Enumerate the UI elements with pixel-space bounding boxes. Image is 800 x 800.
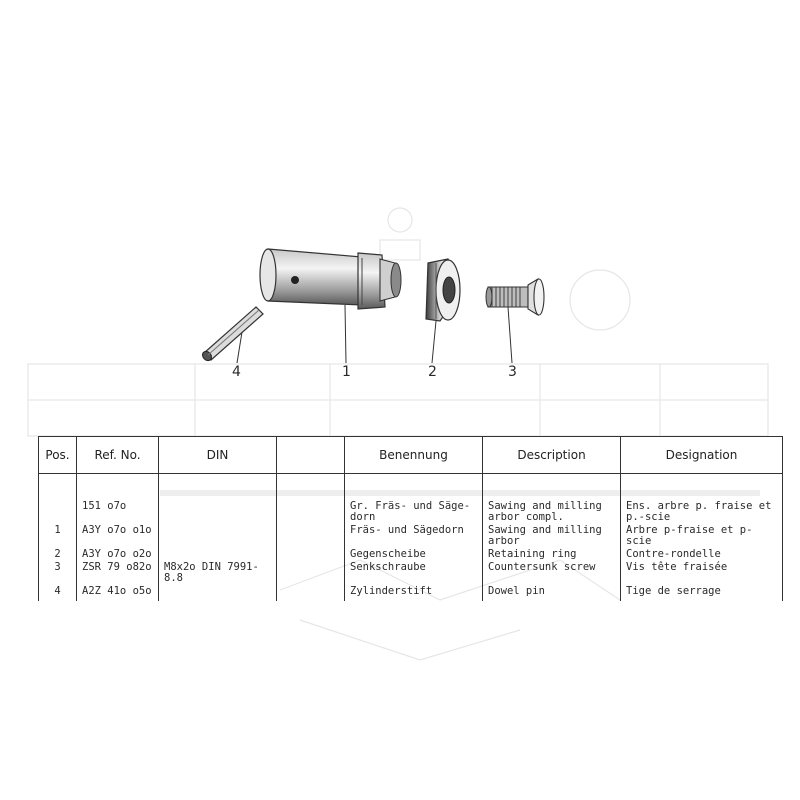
countersunk-screw-part: [486, 279, 544, 315]
dowel-pin-part: [201, 307, 263, 362]
cell-designation: Vis tête fraisée: [621, 561, 783, 585]
cell-benennung: Gr. Fräs- und Säge- dorn: [345, 500, 483, 524]
cell-designation: Ens. arbre p. fraise et p.-scie: [621, 500, 783, 524]
header-description: Description: [483, 437, 621, 474]
cell-description: Dowel pin: [483, 585, 621, 601]
cell-pos: 4: [39, 585, 77, 601]
cell-pos: 1: [39, 524, 77, 548]
header-pos: Pos.: [39, 437, 77, 474]
header-din: DIN: [159, 437, 277, 474]
cell-blank: [277, 500, 345, 524]
exploded-view-drawing: [190, 235, 570, 380]
cell-pos: 2: [39, 548, 77, 561]
cell-description: Sawing and milling arbor: [483, 524, 621, 548]
cell-din: [159, 500, 277, 524]
cell-description: Countersunk screw: [483, 561, 621, 585]
cell-designation: Contre-rondelle: [621, 548, 783, 561]
cell-benennung: Senkschraube: [345, 561, 483, 585]
header-blank: [277, 437, 345, 474]
header-designation: Designation: [621, 437, 783, 474]
callout-leaders: [237, 305, 512, 363]
cell-designation: Arbre p-fraise et p-scie: [621, 524, 783, 548]
table-row: [39, 561, 783, 585]
cell-blank: [277, 561, 345, 585]
cell-din: [159, 524, 277, 548]
table-row: [39, 548, 783, 561]
table-row: [39, 500, 783, 524]
cell-description: Sawing and milling arbor compl.: [483, 500, 621, 524]
arbor-part: [260, 249, 401, 309]
table-row: [39, 524, 783, 548]
cell-benennung: Gegenscheibe: [345, 548, 483, 561]
table-spacer-row: [39, 474, 783, 501]
cell-ref: A2Z 41o o5o: [77, 585, 159, 601]
parts-list-table: [38, 436, 783, 601]
callout-1: 1: [342, 364, 351, 380]
cell-ref: A3Y o7o o1o: [77, 524, 159, 548]
header-benennung: Benennung: [345, 437, 483, 474]
retaining-ring-part: [426, 259, 460, 321]
cell-blank: [277, 524, 345, 548]
cell-pos: 3: [39, 561, 77, 585]
cell-din: [159, 548, 277, 561]
callout-4: 4: [232, 364, 241, 380]
cell-description: Retaining ring: [483, 548, 621, 561]
cell-din: M8x2o DIN 7991-8.8: [159, 561, 277, 585]
cell-blank: [277, 585, 345, 601]
cell-benennung: Zylinderstift: [345, 585, 483, 601]
cell-pos: [39, 500, 77, 524]
cell-ref: ZSR 79 o82o: [77, 561, 159, 585]
table-row: [39, 585, 783, 601]
callout-2: 2: [428, 364, 437, 380]
cell-blank: [277, 548, 345, 561]
cell-benennung: Fräs- und Sägedorn: [345, 524, 483, 548]
cell-ref: A3Y o7o o2o: [77, 548, 159, 561]
table-body: [39, 474, 783, 602]
callout-3: 3: [508, 364, 517, 380]
cell-designation: Tige de serrage: [621, 585, 783, 601]
cell-ref: 151 o7o: [77, 500, 159, 524]
table-header-row: [39, 437, 783, 474]
cell-din: [159, 585, 277, 601]
header-ref-no: Ref. No.: [77, 437, 159, 474]
